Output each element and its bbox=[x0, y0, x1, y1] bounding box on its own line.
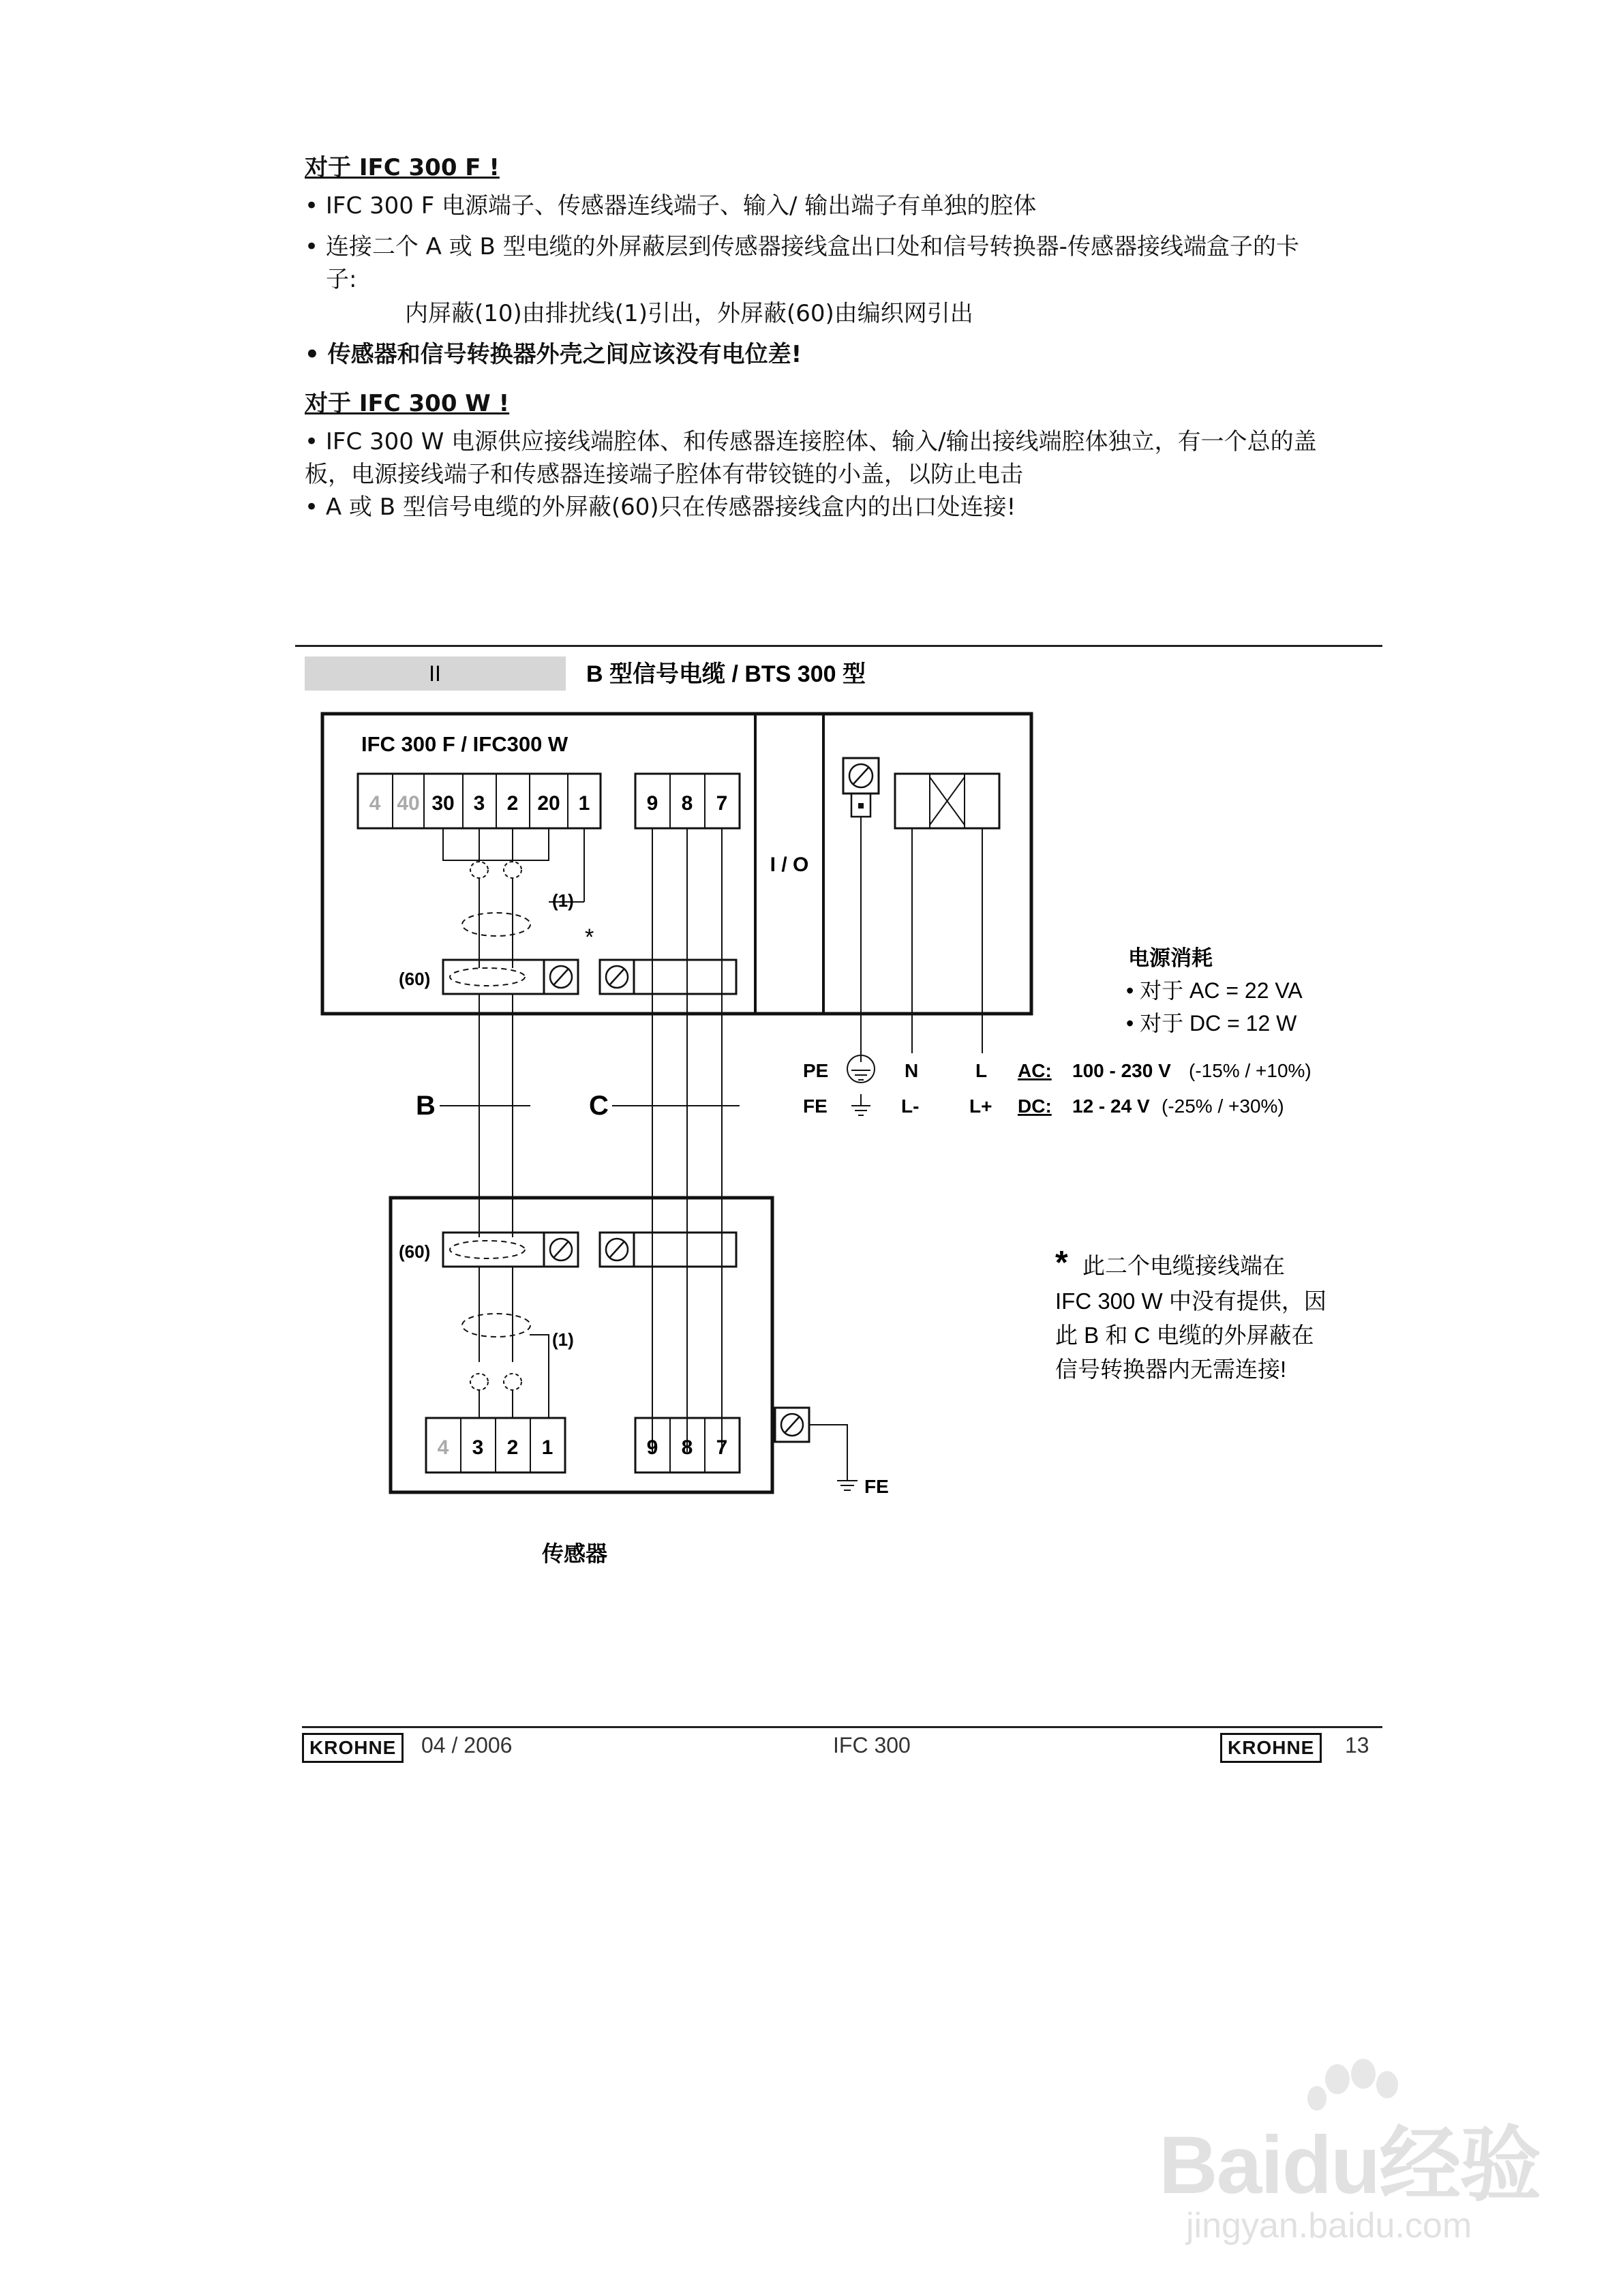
terminal-30: 30 bbox=[431, 792, 455, 815]
top-terminal-block-987 bbox=[635, 774, 740, 828]
shield-label-1-top: (1) bbox=[552, 890, 574, 911]
note-line-3: 此 B 和 C 电缆的外屏蔽在 bbox=[1055, 1323, 1314, 1348]
note-asterisk: * bbox=[1055, 1245, 1068, 1281]
terminal-20: 20 bbox=[537, 792, 560, 815]
watermark-url: jingyan.baidu.com bbox=[1186, 2206, 1472, 2246]
footer-product: IFC 300 bbox=[833, 1733, 911, 1757]
dc-value: 12 - 24 V bbox=[1072, 1096, 1150, 1117]
svg-text:1: 1 bbox=[541, 1436, 553, 1459]
svg-text:4: 4 bbox=[437, 1436, 449, 1459]
diagram-tag: II bbox=[429, 661, 441, 686]
f-bullet-2a: • 连接二个 A 或 B 型电缆的外屏蔽层到传感器接线盒出口处和信号转换器-传感器接线端盒子的卡 bbox=[305, 233, 1299, 260]
svg-text:9: 9 bbox=[646, 792, 658, 815]
power-title: 电源消耗 bbox=[1128, 946, 1213, 970]
heading-ifc300w: 对于 IFC 300 W ! bbox=[305, 390, 510, 417]
svg-text:8: 8 bbox=[681, 792, 693, 815]
bottom-terminal-block bbox=[426, 1418, 565, 1472]
w-bullet-1b: 板，电源接线端子和传感器连接端子腔体有带铰链的小盖，以防止电击 bbox=[305, 461, 1023, 488]
svg-text:7: 7 bbox=[716, 792, 728, 815]
krohne-logo-right: KROHNE bbox=[1220, 1733, 1322, 1763]
f-bullet-2b: 子: bbox=[326, 266, 357, 293]
f-bullet-3: • 传感器和信号转换器外壳之间应该没有电位差! bbox=[305, 341, 802, 368]
l-plus-label: L+ bbox=[969, 1096, 992, 1117]
l-minus-label: L- bbox=[901, 1096, 920, 1117]
terminal-3: 3 bbox=[473, 792, 485, 815]
svg-text:8: 8 bbox=[681, 1436, 693, 1459]
ac-value: 100 - 230 V bbox=[1072, 1060, 1171, 1081]
terminal-4: 4 bbox=[369, 792, 381, 815]
svg-text:2: 2 bbox=[506, 1436, 519, 1459]
w-bullet-1a: • IFC 300 W 电源供应接线端腔体、和传感器连接腔体、输入/输出接线端腔体独立，有一个总的盖 bbox=[305, 428, 1317, 455]
note-line-4: 信号转换器内无需连接! bbox=[1055, 1357, 1287, 1382]
footer-divider bbox=[302, 1726, 1382, 1728]
top-terminal-block bbox=[358, 774, 601, 828]
baidu-watermark bbox=[1159, 2059, 1541, 2250]
sensor-label: 传感器 bbox=[542, 1541, 608, 1566]
dc-tolerance: (-25% / +30%) bbox=[1162, 1096, 1284, 1117]
page-number: 13 bbox=[1345, 1733, 1369, 1757]
w-bullet-2: • A 或 B 型信号电缆的外屏蔽(60)只在传感器接线盒内的出口处连接! bbox=[305, 494, 1016, 521]
dc-label: DC: bbox=[1018, 1096, 1052, 1117]
power-ac: • 对于 AC = 22 VA bbox=[1126, 978, 1303, 1003]
f-indent-note: 内屏蔽(10)由排扰线(1)引出，外屏蔽(60)由编织网引出 bbox=[405, 300, 973, 327]
terminal-2: 2 bbox=[506, 792, 519, 815]
cable-c-label: C bbox=[589, 1091, 609, 1121]
note-line-2: IFC 300 W 中没有提供，因 bbox=[1055, 1288, 1326, 1314]
diagram-title: B 型信号电缆 / BTS 300 型 bbox=[586, 661, 866, 687]
svg-text:3: 3 bbox=[472, 1436, 484, 1459]
terminal-40: 40 bbox=[397, 792, 420, 815]
shield-label-1-bottom: (1) bbox=[552, 1329, 574, 1350]
fe-label: FE bbox=[803, 1096, 828, 1117]
cable-b-label: B bbox=[416, 1091, 436, 1121]
note-line-1: 此二个电缆接线端在 bbox=[1082, 1253, 1285, 1278]
fe-ground-label: FE bbox=[864, 1476, 889, 1497]
svg-text:9: 9 bbox=[646, 1436, 658, 1459]
shield-label-60-top: (60) bbox=[399, 969, 431, 989]
asterisk-mark: * bbox=[585, 924, 594, 950]
converter-label: IFC 300 F / IFC300 W bbox=[361, 732, 568, 756]
krohne-logo-left: KROHNE bbox=[302, 1733, 404, 1763]
f-bullet-1: • IFC 300 F 电源端子、传感器连线端子、输入/ 输出端子有单独的腔体 bbox=[305, 192, 1037, 220]
terminal-1: 1 bbox=[578, 792, 590, 815]
heading-ifc300f: 对于 IFC 300 F ! bbox=[305, 154, 500, 181]
ac-tolerance: (-15% / +10%) bbox=[1189, 1060, 1311, 1081]
pe-label: PE bbox=[803, 1060, 829, 1081]
shield-label-60-bottom: (60) bbox=[399, 1241, 431, 1262]
l-label: L bbox=[975, 1060, 988, 1081]
footer-date: 04 / 2006 bbox=[421, 1733, 513, 1757]
watermark-brand: Baidu经验 bbox=[1159, 2119, 1541, 2211]
power-dc: • 对于 DC = 12 W bbox=[1126, 1011, 1297, 1036]
svg-text:7: 7 bbox=[716, 1436, 728, 1459]
ac-label: AC: bbox=[1018, 1060, 1052, 1081]
n-label: N bbox=[905, 1060, 919, 1081]
io-label: I / O bbox=[770, 854, 809, 876]
